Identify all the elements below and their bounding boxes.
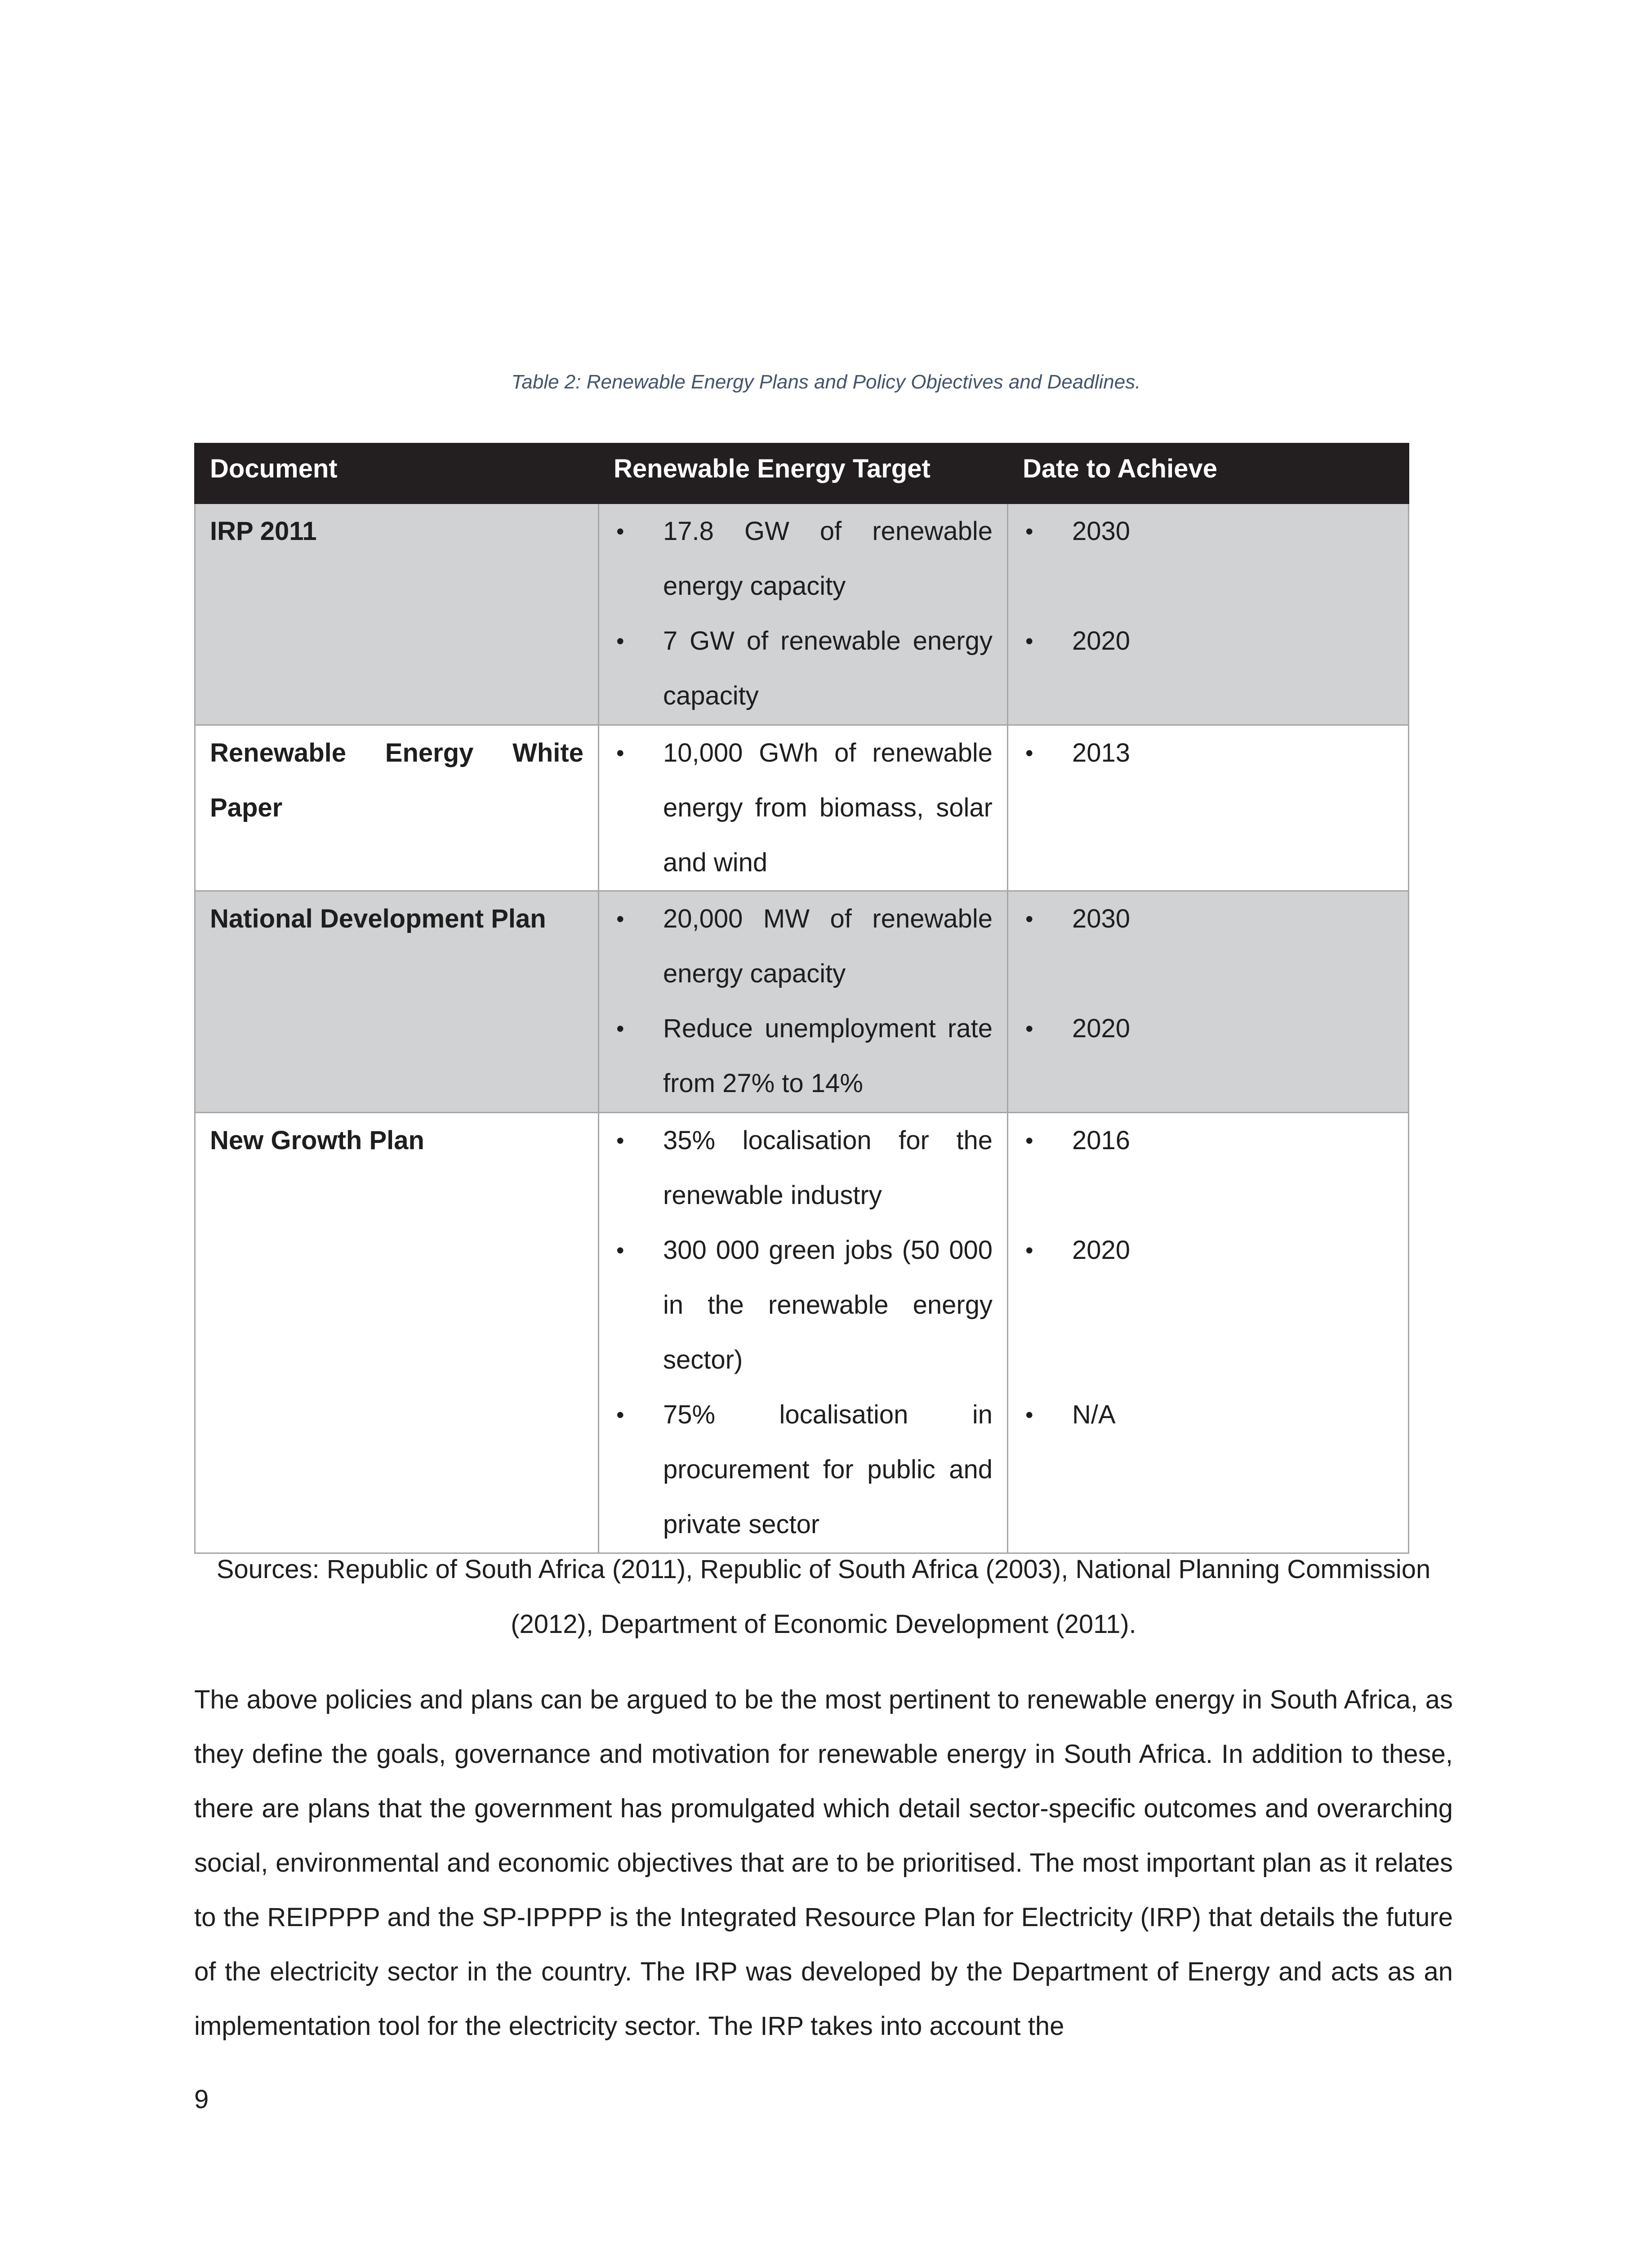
date-cell [1008, 504, 1409, 725]
table-row [195, 1113, 1409, 1553]
target-item: • 35% localisation for the renewable industry [614, 1113, 993, 1223]
document-cell: National Development Plan [195, 891, 599, 1113]
bullet-icon: • [1025, 1402, 1033, 1427]
header-document: Document [195, 444, 599, 504]
target-item: • 7 GW of renewable energy capacity [614, 614, 993, 723]
document-cell: New Growth Plan [195, 1113, 599, 1553]
target-item: • 300 000 green jobs (50 000 in the renewable energy sector) [614, 1223, 993, 1387]
bullet-icon: • [616, 1016, 624, 1041]
target-item: • 75% localisation in procurement for public and private sector [614, 1387, 993, 1552]
target-cell [599, 1113, 1008, 1553]
bullet-icon: • [1025, 906, 1033, 932]
date-item: • 2020 [1023, 614, 1394, 669]
table-row [195, 891, 1409, 1113]
target-item: • 17.8 GW of renewable energy capacity [614, 504, 993, 614]
bullet-icon: • [1025, 740, 1033, 766]
table-row [195, 725, 1409, 891]
bullet-icon: • [1025, 629, 1033, 654]
policy-table [194, 443, 1409, 1554]
target-item: • 10,000 GWh of renewable energy from biomass, solar and wind [614, 726, 993, 890]
date-cell [1008, 891, 1409, 1113]
table-sources: Sources: Republic of South Africa (2011), Republic of South Africa (2003), National Planning Commission (2012), Department of Economic Development (2011). [216, 1555, 1431, 1639]
bullet-icon: • [616, 519, 624, 544]
target-item: • Reduce unemployment rate from 27% to 14% [614, 1001, 993, 1111]
date-item: • 2013 [1023, 726, 1394, 781]
bullet-icon: • [1025, 1238, 1033, 1263]
date-item: • 2020 [1023, 1001, 1394, 1056]
target-cell [599, 725, 1008, 891]
bullet-icon: • [616, 1128, 624, 1153]
bullet-icon: • [616, 740, 624, 766]
table-row [195, 504, 1409, 725]
date-item: • 2030 [1023, 892, 1394, 1001]
header-target: Renewable Energy Target [599, 444, 1008, 504]
bullet-icon: • [616, 906, 624, 932]
target-item: • 20,000 MW of renewable energy capacity [614, 892, 993, 1001]
date-cell [1008, 725, 1409, 891]
bullet-icon: • [1025, 519, 1033, 544]
date-item: • 2016 [1023, 1113, 1394, 1223]
bullet-icon: • [616, 1238, 624, 1263]
bullet-icon: • [1025, 1016, 1033, 1041]
date-item: • 2020 [1023, 1223, 1394, 1387]
target-cell [599, 504, 1008, 725]
bullet-icon: • [616, 629, 624, 654]
target-cell [599, 891, 1008, 1113]
body-paragraph: The above policies and plans can be argued to be the most pertinent to renewable energy in South Africa, as they define the goals, governance and motivation for renewable energy in South Africa. In addition to these, there are plans that the government has promulgated which detail sector-specific outcomes and overarching social, environmental and economic objectives that are to be prioritised. The most important plan as it relates to the REIPPPP and the SP-IPPPP is the Integrated Resource Plan for Electricity (IRP) that details the future of the electricity sector in the country. The IRP was developed by the Department of Energy and acts as an implementation tool for the electricity sector. The IRP takes into account the [194, 1685, 1453, 2041]
date-item: • N/A [1023, 1387, 1394, 1442]
table-caption: Table 2: Renewable Energy Plans and Policy Objectives and Deadlines. [511, 371, 1141, 393]
bullet-icon: • [1025, 1128, 1033, 1153]
document-cell: Renewable Energy White Paper [195, 725, 599, 891]
header-date: Date to Achieve [1008, 444, 1409, 504]
page-number: 9 [194, 2085, 209, 2114]
date-item: • 2030 [1023, 504, 1394, 614]
document-cell: IRP 2011 [195, 504, 599, 725]
bullet-icon: • [616, 1402, 624, 1427]
table-header-row [195, 444, 1409, 504]
date-cell [1008, 1113, 1409, 1553]
